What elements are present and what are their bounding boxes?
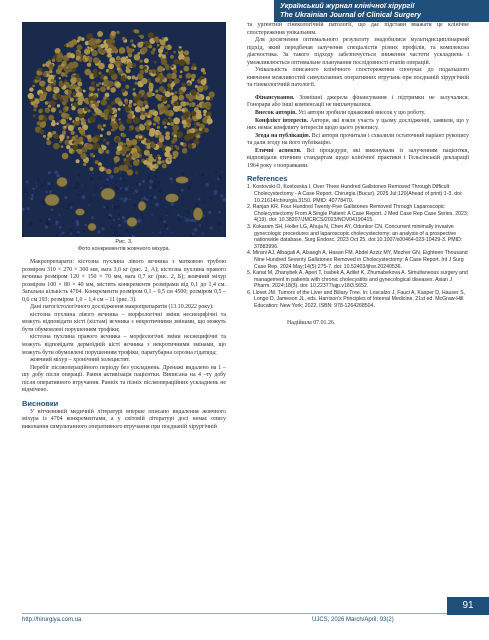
paragraph: жовчний міхур – хронічний холецистит.	[30, 357, 131, 364]
reference-item: 2. Ranjan KR. Four Hundred Twenty-Five Gallstones Removed Through Laparoscopic Cholecystectomy From A Single Patient: A Case Report. J Med Case Rep Case Series. 2023; 4(19). doi: 10.38207/JMCRCS/2023/NOV04190415.	[247, 204, 469, 224]
paragraph: та ургентній гінекологічній патології, що дає підстави вважати це клінічне спостереження унікальним.	[247, 22, 469, 36]
footer-divider	[22, 613, 467, 614]
right-column	[247, 22, 469, 326]
declaration-conflict: Конфлікт інтересів. Автори, які взяли участь у цьому дослідженні, заявили, що у них немає конфлікту інтересів щодо цього рукопису.	[247, 117, 469, 132]
declaration-consent: Згода на публікацію. Всі автори прочитали і схвалили остаточний варіант рукопису та дали згоду на його публікацію.	[247, 132, 469, 147]
journal-header	[274, 0, 489, 22]
reference-item: 4. Mirani AJ, Albagali A, Alsaegh A, Hasan FM, Abdel Azziz MY, Mezher GN. Eighteen Thousand Nine Hundred Seventy Gallstones Removed in Cholecystectomy: A Case Report. Int J Surg Case Rep. 2024 May;14(5):275-7. doi: 10.52403/ijhsr.20240536.	[247, 250, 468, 270]
gallstones-image	[22, 22, 226, 237]
references-list	[247, 184, 469, 309]
declaration-funding: Фінансування. Зовнішні джерела фінансування і підтримки не залучалися. Гонорари або інші компенсації не виплачувалися.	[247, 94, 469, 109]
reference-item: 1. Kostovski O, Kostovska I. Over Three Hundred Gallstones Removed Through Difficult Cholecystectomy - A Case Report. Chirurgia (Bucur). 2025 Jul;120(Ahead of print):1-3. doi: 10.21614/chirurgia.3150. PMID: 40778470.	[247, 184, 463, 204]
figure-caption	[22, 239, 226, 253]
declaration-contribution: Внесок авторів. Усі автори зробили однаковий внесок у цю роботу.	[255, 110, 426, 117]
reference-item: 5. Kanat M, Zhanybek A, Aperi T, Isabek A, Adilet K, Zhumabekova A. Simultaneous surgery and management in patients with chronic cholecystitis and gynecological diseases. Asian J Pharm. 2024;18(3). doi: 10.22377/ajp.v18i3.5652.	[247, 270, 468, 290]
footer-url: http://hirurgiya.com.ua	[22, 617, 82, 623]
journal-title-en: The Ukrainian Journal of Clinical Surgery	[280, 10, 421, 19]
conclusions-text: У вітчизняній медичній літературі вперше описано видалення жовчного міхура із 4704 конкрементами, а у світовій літературі досі немає опису виконання симультанного оперативного втручання при поєднаній хірургічній	[22, 408, 226, 430]
paragraph: Унікальність описаного клінічного спостереження спонукає до подальшого вивчення можливостей симультанних оперативних втручань при поєднаній хірургічній та гінекологічній патології.	[247, 67, 469, 89]
declaration-ethics: Етичні аспекти. Всі процедури, які виконували із залученням пацієнтки, відповідали етичним стандартам щодо клінічної практики і Гельсінській декларації 1964 року з поправками.	[247, 147, 470, 169]
paragraph: Дані патогістологічного дослідження макропрепаратів (13.10.2022 року):	[30, 304, 214, 311]
paragraph: Для досягнення оптимального результату знадобилися мультидисциплінарний підхід, який передбачав залучення спеціалістів різних профілів, та комплексна діагностика. За такого підходу забезпечується зниження частоти ускладнень і уможливлюється оптимальне планування послідовності етапів операцій.	[247, 37, 469, 66]
paragraph: кістозна пухлина лівого яєчника – морфологічні зміни несиецифічні та можуть відповідати кісті (кістам) яєчника з некротичними змінами, що можуть бути обумовлені порушенням трофіки;	[22, 311, 226, 333]
journal-title-ua: Український журнал клінічної хірургії	[280, 1, 415, 10]
figure-caption-text: Фото конкрементів жовчного міхура.	[77, 246, 171, 252]
paragraph: кістозна пухлина правого яєчника – морфологічні зміни несиецифічні та можуть відповідати дермоїдній кісті яєчника з некротичними змінами, що можуть бути обумовлені порушенням трофіки, паратубарна серозна гідатида;	[22, 334, 226, 356]
conclusions-heading: Висновки	[22, 398, 59, 408]
gallstones-photo	[22, 22, 226, 237]
page-number: 91	[447, 597, 489, 615]
references-heading: References	[247, 174, 288, 184]
received-date: Надійшла 07.01.26.	[287, 319, 336, 326]
left-column	[22, 22, 226, 431]
reference-item: 6. Llovet JM. Tumors of the Liver and Biliary Tree. In: Loscalzo J, Fauci A, Kasper D, Hauser S, Longo D, Jameson JL, eds. Harrison's Principles of Internal Medicine, 21st ed. McGraw-Hill Education: New York; 2022. ISBN: 978-1264268504.	[247, 289, 465, 310]
paragraph: Макропрепарати: кістозна пухлина лівого яєчника з матковою трубою розміром 310 × 270 × 300 мм, вага 3,0 кг (рис. 2, А); кістозна пухлина правого яєчника розміром 120 × 150 × 70 мм, вага 0,7 кг (рис. 2, Б); жовчний міхур розміром 100 × 80 × 40 мм, містить конкременти розмірами від 0,1 до 1,4 см. Загальна кількість 4704. Конкременти розміром 0,1 – 0,5 см 4500; розміром 0,5 – 0,6 см 193; розміром 1,0 – 1,4 см – 11 (рис. 3).	[22, 259, 226, 303]
reference-item: 3. Kokaram SH, Holler LG, Ahuja N, Chen AY, Odonkor CN. Concurrent minimally invasive gynecologic procedures and laparoscopic cholecystectomy: an analysis of a prospective nationwide database. Surg Endosc. 2023 Oct 25. doi:10.1007/s00464-023-10429-3. PMID: 37883996.	[247, 223, 463, 250]
figure-number: Рис. 3.	[115, 239, 133, 245]
paragraph: Перебіг післяопераційного періоду без ускладнень. Дренажі видалено на 1 –шу добу після операції. Рання активізація пацієнтки. Виписана на 4 –ту добу після оперативного втручання. Ранніх та пізніх післяопераційних ускладнень не відмічено.	[22, 364, 226, 394]
footer-citation: UJCS, 2026 March/April; 93(2)	[312, 617, 394, 623]
